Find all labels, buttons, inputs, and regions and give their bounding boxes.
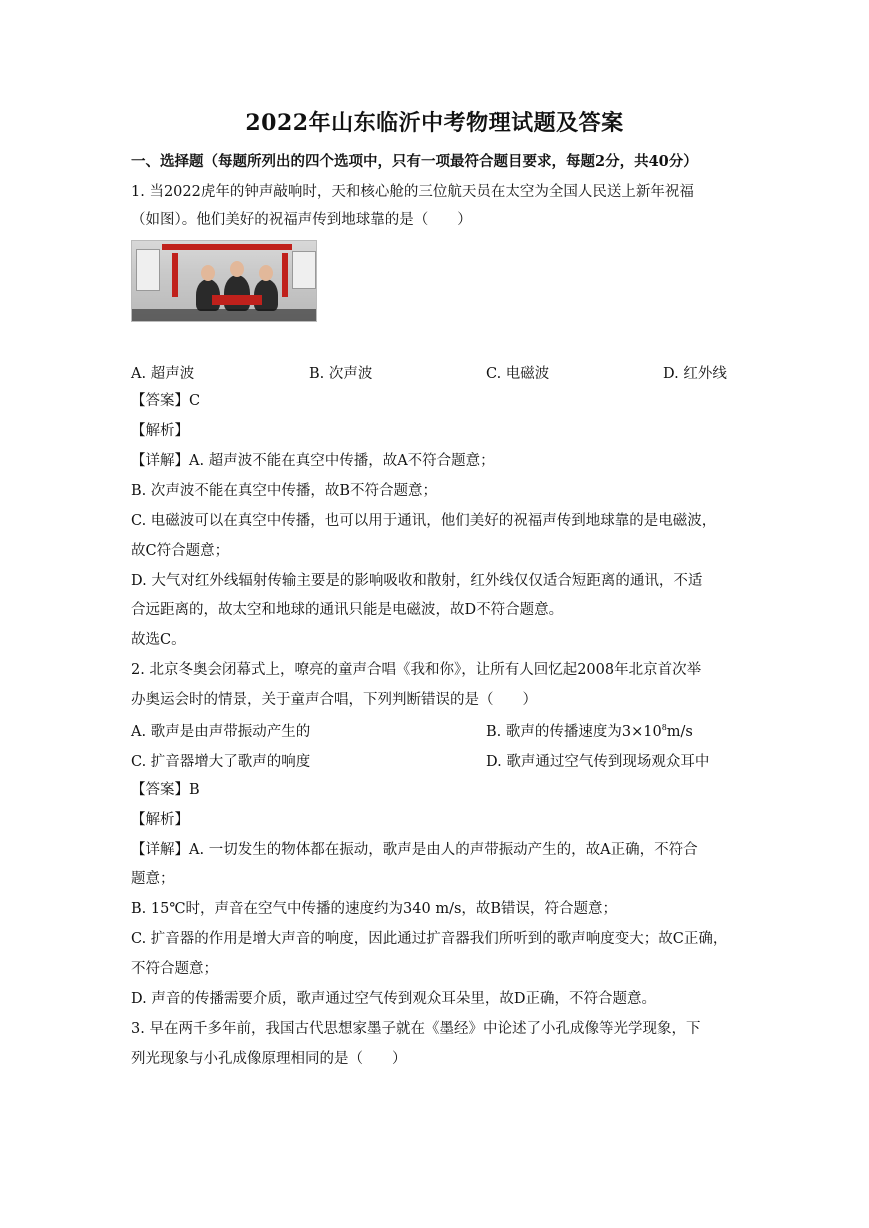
q2-analysis-label: 【解析】 [131, 812, 189, 828]
q1-detail-line: D. 大气对红外线辐射传输主要是的影响吸收和散射，红外线仅仅适合短距离的通讯，不适 [131, 573, 703, 589]
q3-stem-line1: 3. 早在两千多年前，我国古代思想家墨子就在《墨经》中论述了小孔成像等光学现象，下 [131, 1021, 701, 1037]
document-title: 2022年山东临沂中考物理试题及答案 [245, 110, 624, 136]
section-heading: 一、选择题（每题所列出的四个选项中，只有一项最符合题目要求，每题2分，共40分） [131, 153, 698, 170]
q2-detail-line: 不符合题意； [131, 961, 218, 977]
astronauts-photo [131, 240, 317, 322]
q1-detail-line: 故选C。 [131, 632, 186, 648]
q1-option-a: A. 超声波 [131, 366, 195, 382]
q1-option-c: C. 电磁波 [486, 366, 550, 382]
q2-option-b [486, 720, 693, 741]
q2-option-a: A. 歌声是由声带振动产生的 [131, 724, 311, 740]
q2-option-c: C. 扩音器增大了歌声的响度 [131, 754, 311, 770]
q2-option-d: D. 歌声通过空气传到现场观众耳中 [486, 754, 710, 770]
q2-detail-line: B. 15℃时，声音在空气中传播的速度约为340 m/s，故B错误，符合题意； [131, 901, 618, 917]
q2-option-b-unit: m/s [666, 724, 693, 740]
q2-stem-line2: 办奥运会时的情景，关于童声合唱，下列判断错误的是（ ） [131, 692, 537, 708]
q2-detail-line: C. 扩音器的作用是增大声音的响度，因此通过扩音器我们所听到的歌声响度变大；故C正确， [131, 931, 728, 947]
q2-detail-line: 题意； [131, 871, 175, 887]
q1-option-b: B. 次声波 [309, 366, 373, 382]
q1-detail-line: C. 电磁波可以在真空中传播，也可以用于通讯，他们美好的祝福声传到地球靠的是电磁波， [131, 513, 717, 529]
q1-detail-line: 合远距离的，故太空和地球的通讯只能是电磁波，故D不符合题意。 [131, 602, 564, 618]
q2-option-b-exponent: 8 [661, 723, 667, 733]
q2-option-b-text: B. 歌声的传播速度为3×10 [486, 724, 662, 740]
q1-detail-line: B. 次声波不能在真空中传播，故B不符合题意； [131, 483, 438, 499]
q2-detail-line: D. 声音的传播需要介质，歌声通过空气传到观众耳朵里，故D正确，不符合题意。 [131, 991, 656, 1007]
q3-stem-line2: 列光现象与小孔成像原理相同的是（ ） [131, 1051, 407, 1067]
q2-stem-line1: 2. 北京冬奥会闭幕式上，嘹亮的童声合唱《我和你》，让所有人回忆起2008年北京首次举 [131, 662, 702, 678]
q1-answer: 【答案】C [131, 393, 201, 409]
q1-detail-line: 故C符合题意； [131, 543, 230, 559]
q2-detail-line: 【详解】A. 一切发生的物体都在振动，歌声是由人的声带振动产生的，故A正确，不符合 [131, 842, 698, 858]
q1-stem-line1: 1. 当2022虎年的钟声敲响时，天和核心舱的三位航天员在太空为全国人民送上新年祝福 [131, 184, 694, 200]
q1-stem-line2: （如图）。他们美好的祝福声传到地球靠的是（ ） [131, 212, 472, 228]
q1-option-d: D. 红外线 [663, 366, 727, 382]
q1-analysis-label: 【解析】 [131, 423, 189, 439]
q1-detail-line: 【详解】A. 超声波不能在真空中传播，故A不符合题意； [131, 453, 495, 469]
q2-answer: 【答案】B [131, 782, 200, 798]
